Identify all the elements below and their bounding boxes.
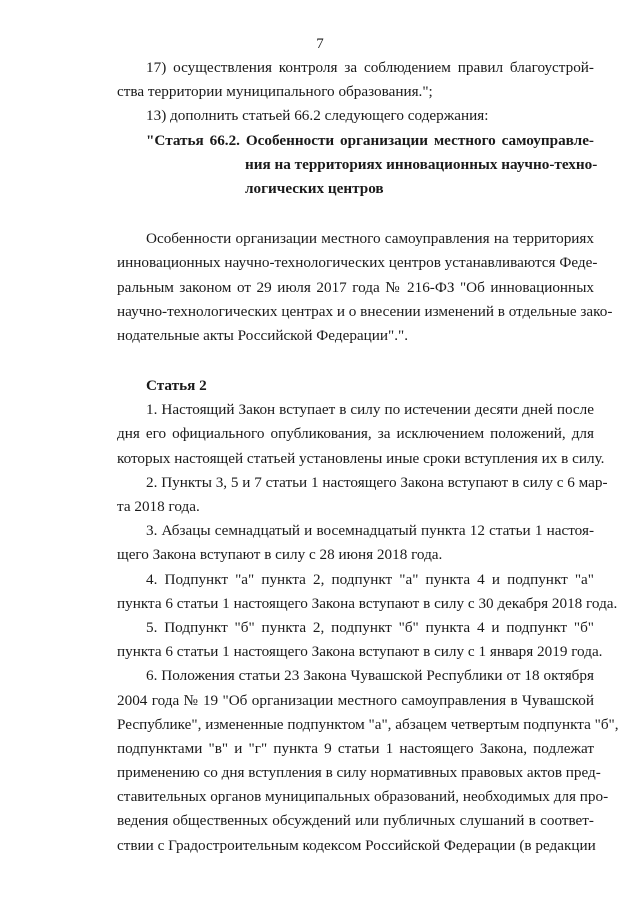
intro-line: ства территории муниципального образования.";	[117, 83, 433, 101]
body-line: Особенности организации местного самоуправления на территориях	[146, 230, 594, 248]
article-title-line: логических центров	[245, 179, 384, 197]
article-66-2-body	[117, 227, 613, 348]
paragraph-line: ведения общественных обсуждений или публичных слушаний в соответ-	[117, 812, 594, 830]
paragraph-line: 5. Подпункт "б" пункта 2, подпункт "б" пункта 4 и подпункт "б"	[146, 618, 594, 636]
page-number: 7	[316, 36, 324, 52]
paragraph-line: Республике", измененные подпунктом "а", абзацем четвертым подпункта "б",	[117, 715, 619, 733]
paragraph-line: 4. Подпункт "а" пункта 2, подпункт "а" пункта 4 и подпункт "а"	[146, 570, 594, 588]
paragraph-line: пункта 6 статьи 1 настоящего Закона вступают в силу с 1 января 2019 года.	[117, 643, 603, 661]
body-line: ральным законом от 29 июля 2017 года № 216-ФЗ "Об инновационных	[117, 278, 594, 296]
article-title-line: ния на территориях инновационных научно-техно-	[245, 155, 598, 173]
paragraph-line: 6. Положения статьи 23 Закона Чувашской Республики от 18 октября	[146, 667, 594, 685]
article-2-paragraph-2	[117, 471, 608, 519]
paragraph-line: 3. Абзацы семнадцатый и восемнадцатый пункта 12 статьи 1 настоя-	[146, 522, 594, 540]
article-2-paragraph-4	[117, 568, 618, 616]
paragraph-line: та 2018 года.	[117, 498, 200, 515]
paragraph-line: 1. Настоящий Закон вступает в силу по истечении десяти дней после	[146, 401, 594, 419]
paragraph-line: подпунктами "в" и "г" пункта 9 статьи 1 настоящего Закона, подлежат	[117, 739, 594, 757]
paragraph-line: ствии с Градостроительным кодексом Российской Федерации (в редакции	[117, 836, 596, 854]
body-line: нодательные акты Российской Федерации".".	[117, 326, 409, 344]
article-2-paragraph-3	[117, 519, 594, 567]
intro-line: 13) дополнить статьей 66.2 следующего содержания:	[146, 107, 489, 125]
intro-line: 17) осуществления контроля за соблюдением правил благоустрой-	[146, 59, 594, 76]
article-66-2-title	[117, 129, 598, 202]
document-body	[117, 56, 619, 858]
article-2-paragraph-1	[117, 398, 605, 471]
intro-block	[117, 56, 594, 129]
paragraph-line: 2004 года № 19 "Об организации местного самоуправления в Чувашской	[117, 691, 594, 709]
paragraph-line: ставительных органов муниципальных образований, необходимых для про-	[117, 788, 609, 806]
article-2-paragraph-5	[117, 616, 603, 664]
article-2-heading: Статья 2	[146, 377, 207, 395]
paragraph-line: применению со дня вступления в силу нормативных правовых актов пред-	[117, 764, 601, 782]
paragraph-line: которых настоящей статьей установлены иные сроки вступления их в силу.	[117, 449, 605, 467]
body-line: научно-технологических центрах и о внесении изменений в отдельные зако-	[117, 302, 613, 320]
article-2-paragraph-6	[117, 664, 619, 858]
paragraph-line: пункта 6 статьи 1 настоящего Закона вступают в силу с 30 декабря 2018 года.	[117, 594, 618, 612]
body-line: инновационных научно-технологических центров устанавливаются Феде-	[117, 254, 598, 272]
paragraph-line: дня его официального опубликования, за исключением положений, для	[117, 425, 594, 443]
paragraph-line: 2. Пункты 3, 5 и 7 статьи 1 настоящего Закона вступают в силу с 6 мар-	[146, 473, 608, 491]
article-title-line: "Статья 66.2. Особенности организации местного самоуправле-	[146, 131, 594, 149]
paragraph-line: щего Закона вступают в силу с 28 июня 2018 года.	[117, 546, 443, 564]
